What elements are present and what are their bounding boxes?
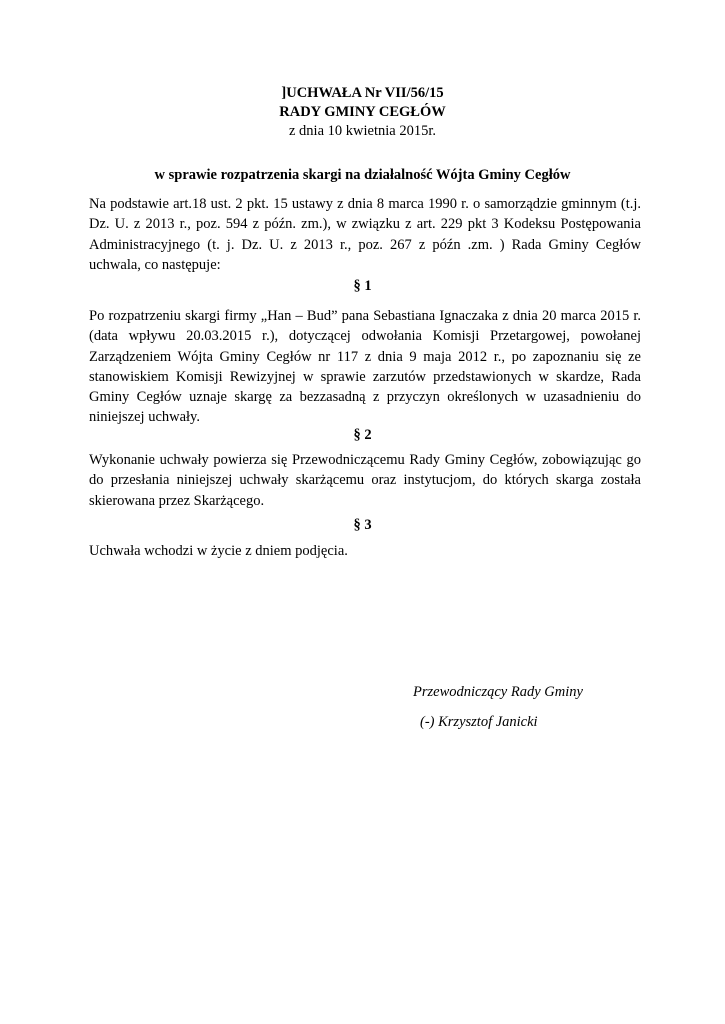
signature-role: Przewodniczący Rady Gminy	[413, 684, 583, 700]
resolution-header	[0, 84, 725, 141]
resolution-date: z dnia 10 kwietnia 2015r.	[289, 123, 436, 139]
resolution-issuer: RADY GMINY CEGŁÓW	[279, 104, 446, 120]
signature-name: (-) Krzysztof Janicki	[420, 714, 538, 730]
section-3-heading: § 3	[353, 517, 372, 533]
section-1-text: Po rozpatrzeniu skargi firmy „Han – Bud” pana Sebastiana Ignaczaka z dnia 20 marca 2015 r. (data wpływu 20.03.2015 r.), dotyczącej odwołania Komisji Przetargowej, powołanej Zarządzeniem Wójta Gminy Cegłów nr 117 z dnia 9 maja 2012 r., po zapoznaniu się ze stanowiskiem Komisji Rewizyjnej w sprawie zarzutów przedstawionych w skardze, Rada Gminy Cegłów uznaje skargę za bezzasadną z przyczyn określonych w uzasadnieniu do niniejszej uchwały.	[89, 308, 641, 426]
preamble-paragraph: Na podstawie art.18 ust. 2 pkt. 15 ustawy z dnia 8 marca 1990 r. o samorządzie gminnym (t.j. Dz. U. z 2013 r., poz. 594 z późn. zm.), w związku z art. 229 pkt 3 Kodeksu Postępowania Administracyjnego (t. j. Dz. U. z 2013 r., poz. 267 z późn .zm. ) Rada Gminy Cegłów uchwala, co następuje:	[89, 196, 641, 273]
section-1-heading: § 1	[353, 278, 372, 294]
resolution-subject: w sprawie rozpatrzenia skargi na działalność Wójta Gminy Cegłów	[154, 167, 571, 183]
section-2-text: Wykonanie uchwały powierza się Przewodniczącemu Rady Gminy Cegłów, zobowiązując go do przesłania niniejszej uchwały skarżącemu oraz instytucjom, do których skarga została skierowana przez Skarżącego.	[89, 452, 641, 509]
resolution-title: ]UCHWAŁA Nr VII/56/15	[281, 85, 444, 101]
section-3-text: Uchwała wchodzi w życie z dniem podjęcia.	[89, 543, 348, 559]
section-2-heading: § 2	[353, 427, 372, 443]
